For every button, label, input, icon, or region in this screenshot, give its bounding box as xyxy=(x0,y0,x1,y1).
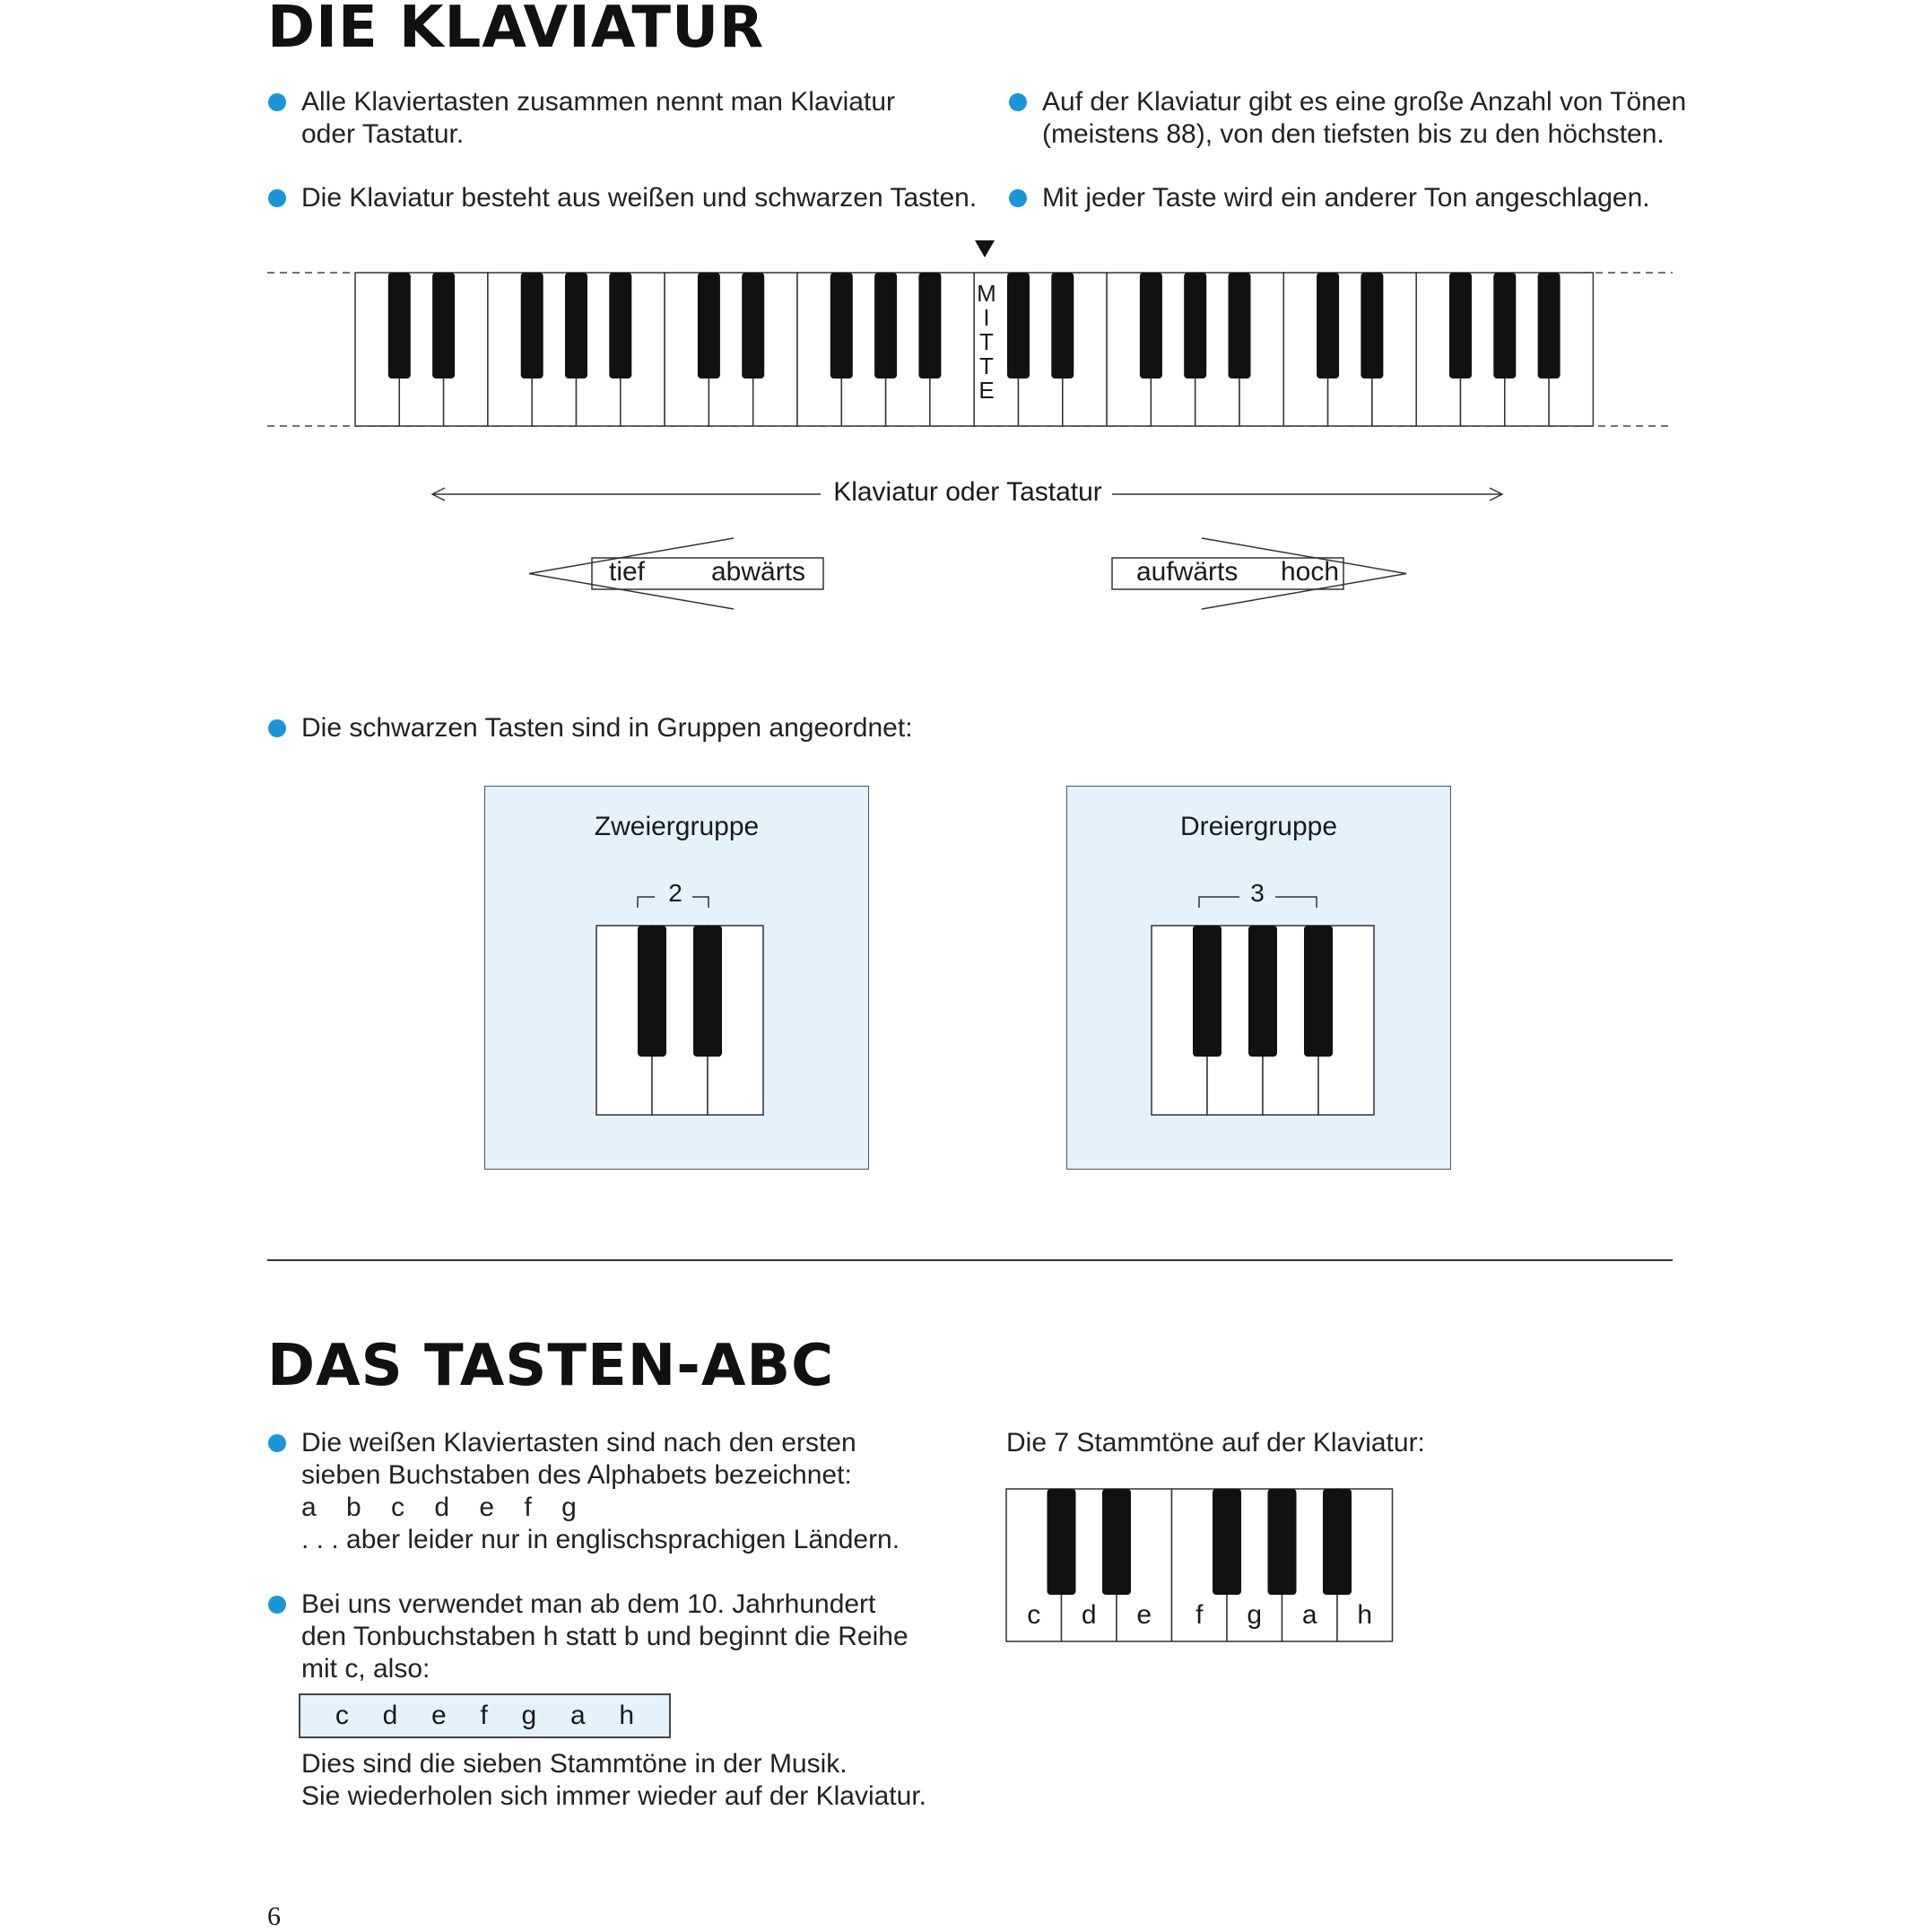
bullet-text: Die Klaviatur besteht aus weißen und schwarzen Tasten. xyxy=(301,183,978,213)
key-note-label: f xyxy=(1195,1600,1204,1630)
section-title-klaviatur: DIE KLAVIATUR xyxy=(267,0,765,61)
note-label: c xyxy=(335,1701,349,1730)
black-key xyxy=(1048,1489,1076,1595)
label-tief: tief xyxy=(609,557,646,587)
two-group-count: 2 xyxy=(668,879,682,907)
black-key xyxy=(1268,1489,1297,1595)
key-note-label: a xyxy=(1301,1600,1317,1630)
mitte-label: M I T T E xyxy=(977,280,996,404)
key-note-label: c xyxy=(1027,1600,1041,1630)
two-group-title: Zweiergruppe xyxy=(594,812,760,841)
three-group-count: 3 xyxy=(1250,879,1265,907)
key-note-label: d xyxy=(1081,1600,1097,1630)
note-label: a xyxy=(569,1701,586,1730)
section-title-tasten-abc: DAS TASTEN-ABC xyxy=(267,1333,835,1399)
bullet-text: Alle Klaviertasten zusammen nennt man Klaviatur oder Tastatur. xyxy=(301,87,895,149)
key-note-label: h xyxy=(1357,1600,1373,1630)
bullet-text: Auf der Klaviatur gibt es eine große Anzahl von Tönen (meistens 88), von den tiefsten bis zu den höchsten. xyxy=(1042,87,1687,149)
note-label: d xyxy=(382,1701,398,1730)
label-hoch: hoch xyxy=(1281,557,1340,587)
black-key xyxy=(1102,1489,1131,1595)
groups-intro: Die schwarzen Tasten sind in Gruppen angeordnet: xyxy=(301,713,913,743)
key-note-label: e xyxy=(1136,1600,1152,1630)
outro-text: Dies sind die sieben Stammtöne in der Musik. Sie wiederholen sich immer wieder auf der Klaviatur. xyxy=(301,1749,926,1811)
keyboard-caption: Die 7 Stammtöne auf der Klaviatur: xyxy=(1006,1428,1425,1458)
keyboard-range-label: Klaviatur oder Tastatur xyxy=(833,477,1102,507)
bullet-text: Mit jeder Taste wird ein anderer Ton angeschlagen. xyxy=(1042,183,1650,213)
note-label: f xyxy=(480,1701,488,1730)
note-label: e xyxy=(431,1701,447,1730)
label-aufwaerts: aufwärts xyxy=(1136,557,1239,587)
label-abwaerts: abwärts xyxy=(711,557,806,587)
page-number: 6 xyxy=(267,1902,281,1931)
black-key xyxy=(1213,1489,1241,1595)
black-key xyxy=(1323,1489,1352,1595)
key-note-label: g xyxy=(1247,1600,1263,1630)
note-label: h xyxy=(619,1701,635,1730)
three-group-title: Dreiergruppe xyxy=(1179,812,1338,841)
note-label: g xyxy=(521,1701,537,1730)
bullet-text-alphabet: Die weißen Klaviertasten sind nach den ersten sieben Buchstaben des Alphabets bezeichnet: a b c d e f g . . . aber leider nur in englischsprachigen Ländern. xyxy=(301,1428,900,1554)
bullet-text-h-statt-b: Bei uns verwendet man ab dem 10. Jahrhundert den Tonbuchstaben h statt b und beginnt die Reihe mit c, also: xyxy=(301,1589,908,1684)
